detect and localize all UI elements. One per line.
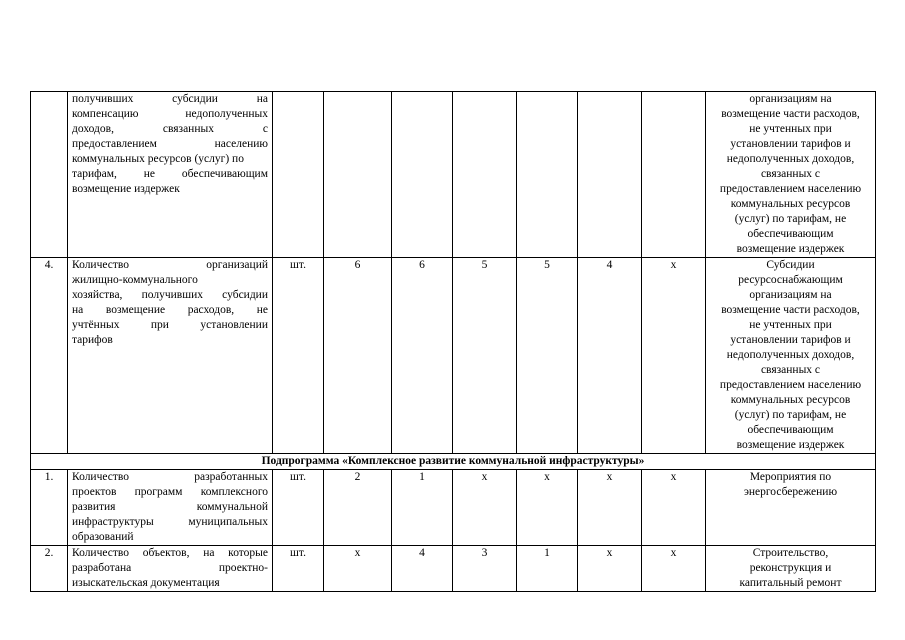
indicator-name-line: образований	[72, 531, 134, 543]
indicator-name-line: тарифам, не обеспечивающим	[72, 168, 268, 180]
row-number: 2.	[31, 546, 68, 592]
measure-cell	[706, 258, 876, 454]
value-cell: х	[642, 258, 706, 454]
value-cell: 1	[517, 546, 578, 592]
measure-line: (услуг) по тарифам, не	[734, 409, 847, 421]
indicator-name	[68, 470, 273, 546]
unit-cell: шт.	[273, 470, 324, 546]
indicator-name-line: коммунальных ресурсов (услуг) по	[72, 153, 244, 165]
measure-line: возмещение части расходов,	[721, 108, 860, 120]
indicator-name-line: возмещение издержек	[72, 183, 180, 195]
measure-line: ресурсоснабжающим	[738, 274, 843, 286]
measure-line: энергосбережению	[743, 486, 838, 498]
table-row	[31, 470, 876, 546]
indicator-name-line: инфраструктуры муниципальных	[72, 516, 268, 528]
indicator-name-line: Количество разработанных	[72, 471, 268, 483]
indicator-name-line: проектов программ комплексного	[72, 486, 268, 498]
measure-line: обеспечивающим	[747, 424, 834, 436]
indicator-name-line: компенсацию недополученных	[72, 108, 268, 120]
value-cell: х	[578, 470, 642, 546]
row-number: 1.	[31, 470, 68, 546]
value-cell: 2	[324, 470, 392, 546]
table-row	[31, 546, 876, 592]
value-cell	[453, 92, 517, 258]
measure-line: возмещение издержек	[736, 439, 845, 451]
indicator-name-line: получивших субсидии на	[72, 93, 268, 105]
measure-line: возмещение части расходов,	[721, 304, 860, 316]
subprogram-row	[31, 454, 876, 470]
indicator-name	[68, 92, 273, 258]
indicator-name	[68, 258, 273, 454]
value-cell: 4	[578, 258, 642, 454]
measure-cell	[706, 92, 876, 258]
value-cell: 5	[453, 258, 517, 454]
value-cell: 5	[517, 258, 578, 454]
indicator-name	[68, 546, 273, 592]
measure-line: связанных с	[760, 364, 821, 376]
measure-line: предоставлением населению	[719, 183, 862, 195]
value-cell	[642, 92, 706, 258]
value-cell	[578, 92, 642, 258]
value-cell: 1	[392, 470, 453, 546]
measure-line: обеспечивающим	[747, 228, 834, 240]
value-cell: х	[517, 470, 578, 546]
indicator-name-line: на возмещение расходов, не	[72, 304, 268, 316]
table-row	[31, 92, 876, 258]
value-cell: 3	[453, 546, 517, 592]
value-cell: х	[642, 470, 706, 546]
measure-line: связанных с	[760, 168, 821, 180]
value-cell	[324, 92, 392, 258]
indicator-name-line: изыскательская документация	[72, 577, 220, 589]
measure-line: установлении тарифов и	[730, 334, 851, 346]
value-cell: х	[324, 546, 392, 592]
value-cell	[517, 92, 578, 258]
indicator-name-line: тарифов	[72, 334, 113, 346]
measure-line: организациям на	[749, 289, 832, 301]
value-cell: 4	[392, 546, 453, 592]
value-cell: 6	[392, 258, 453, 454]
indicator-name-line: хозяйства, получивших субсидии	[72, 289, 268, 301]
measure-cell	[706, 470, 876, 546]
measure-line: коммунальных ресурсов	[730, 198, 851, 210]
measure-cell	[706, 546, 876, 592]
unit-cell: шт.	[273, 546, 324, 592]
row-number: 4.	[31, 258, 68, 454]
indicator-name-line: предоставлением населению	[72, 138, 268, 150]
measure-line: возмещение издержек	[736, 243, 845, 255]
measure-line: не учтенных при	[749, 123, 832, 135]
unit-cell: шт.	[273, 258, 324, 454]
indicators-table	[30, 91, 876, 592]
measure-line: Мероприятия по	[749, 471, 832, 483]
subprogram-title: Подпрограмма «Комплексное развитие коммунальной инфраструктуры»	[31, 454, 876, 470]
indicator-name-line: Количество объектов, на которые	[72, 547, 268, 559]
value-cell: х	[642, 546, 706, 592]
measure-line: не учтенных при	[749, 319, 832, 331]
indicator-name-line: доходов, связанных с	[72, 123, 268, 135]
value-cell	[392, 92, 453, 258]
indicator-name-line: Количество организаций	[72, 259, 268, 271]
measure-line: капитальный ремонт	[739, 577, 842, 589]
indicator-name-line: развития коммунальной	[72, 501, 268, 513]
table-row	[31, 258, 876, 454]
value-cell: х	[453, 470, 517, 546]
value-cell: 6	[324, 258, 392, 454]
measure-line: Строительство,	[752, 547, 829, 559]
measure-line: реконструкция и	[749, 562, 832, 574]
measure-line: недополученных доходов,	[726, 349, 855, 361]
measure-line: установлении тарифов и	[730, 138, 851, 150]
indicator-name-line: разработана проектно-	[72, 562, 268, 574]
indicator-name-line: жилищно-коммунального	[72, 274, 198, 286]
measure-line: Субсидии	[766, 259, 815, 271]
value-cell: х	[578, 546, 642, 592]
indicator-name-line: учтённых при установлении	[72, 319, 268, 331]
row-number	[31, 92, 68, 258]
unit-cell	[273, 92, 324, 258]
measure-line: (услуг) по тарифам, не	[734, 213, 847, 225]
measure-line: коммунальных ресурсов	[730, 394, 851, 406]
measure-line: недополученных доходов,	[726, 153, 855, 165]
measure-line: организациям на	[749, 93, 832, 105]
measure-line: предоставлением населению	[719, 379, 862, 391]
